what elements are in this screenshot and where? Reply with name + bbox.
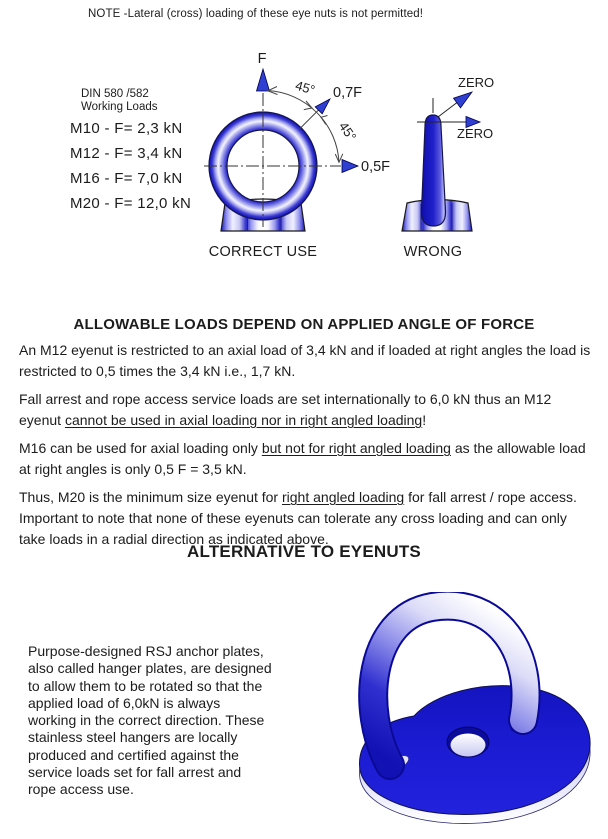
paragraph-m20 [19, 487, 592, 550]
anchor-plate-description: Purpose-designed RSJ anchor plates, also called hanger plates, are designed to allow them to be rotated so that the applied load of 6,0kN is always working in the correct direction. These stainless steel hangers are locally produced and certified against the service loads set for fall arrest and rope access use. [28, 643, 272, 798]
paragraph-fall-arrest-underline: cannot be used in axial loading nor in right angled loading [64, 412, 423, 428]
load-row-m12: M12 - F= 3,4 kN [70, 145, 183, 162]
load-row-m10: M10 - F= 2,3 kN [70, 120, 183, 137]
din-standard-line1: DIN 580 /582 [81, 88, 149, 100]
paragraph-m12-text: An M12 eyenut is restricted to an axial load of 3,4 kN and if loaded at right angles the load is restricted to 0,5 times the 3,4 kN i.e., 1,7 kN. [19, 342, 591, 379]
angle2-label: 45° [335, 119, 360, 144]
paragraph-fall-arrest-text: Fall arrest and rope access service loads are set internationally to 6,0 kN thus an M12 eyenut [19, 391, 552, 428]
angle1-label: 45° [293, 77, 317, 98]
eyenut-side-ring-edge [421, 115, 445, 226]
eyenut-force-diagram [0, 45, 608, 270]
plate-hole-bore [451, 734, 486, 757]
paragraph-m16 [19, 438, 592, 480]
side-diagonal-line [438, 101, 459, 117]
angled-force-label: 0,7F [333, 85, 363, 101]
arc-arrowhead-mid-lower [321, 116, 328, 125]
lateral-loading-note: NOTE -Lateral (cross) loading of these eye nuts is not permitted! [88, 8, 424, 20]
axial-force-arrow [257, 69, 270, 91]
paragraph-fall-arrest-post: ! [422, 412, 427, 428]
load-row-m16: M16 - F= 7,0 kN [70, 170, 183, 187]
right-angle-force-label: 0,5F [361, 159, 391, 175]
eyenut-side-view-figure [402, 75, 494, 231]
paragraph-m12 [19, 340, 592, 382]
paragraph-m16-underline: but not for right angled loading [261, 440, 451, 456]
paragraph-m16-post: as the allowable load at right angles is only 0,5 F = 3,5 kN. [19, 440, 586, 477]
correct-use-caption: CORRECT USE [208, 244, 318, 260]
right-angle-force-arrow [342, 160, 358, 173]
alternative-heading: ALTERNATIVE TO EYENUTS [187, 542, 421, 561]
paragraph-fall-arrest [19, 389, 592, 431]
load-row-m20: M20 - F= 12,0 kN [70, 195, 192, 212]
rsj-anchor-plate-image [330, 592, 600, 837]
eyenut-front-view-figure [204, 51, 390, 231]
paragraph-m16-text: M16 can be used for axial loading only [19, 440, 262, 456]
zero-label-1: ZERO [458, 75, 495, 90]
loads-body-copy [19, 340, 592, 557]
zero-label-2: ZERO [457, 126, 494, 141]
paragraph-m20-underline: right angled loading [282, 489, 405, 505]
allowable-loads-heading: ALLOWABLE LOADS DEPEND ON APPLIED ANGLE OF FORCE [73, 316, 535, 333]
paragraph-m20-text: Thus, M20 is the minimum size eyenut for [19, 489, 282, 505]
wrong-caption: WRONG [403, 244, 463, 260]
zero-diagonal-arrow [454, 92, 473, 108]
din-standard-line2: Working Loads [81, 101, 158, 113]
axial-force-label: F [257, 51, 267, 67]
paragraph-m20-post: for fall arrest / rope access. Important to note that none of these eyenuts can tolerate any cross loading and can only take loads in a radial direction as indicated above. [19, 489, 577, 547]
